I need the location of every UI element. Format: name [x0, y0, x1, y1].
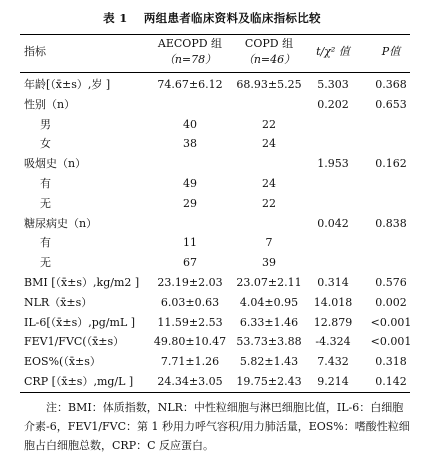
- header-copd-n: （n=46）: [242, 53, 296, 66]
- cell-p: <0.001: [370, 315, 412, 329]
- row-label: EOS%(（x̄±s）: [24, 355, 101, 369]
- table-title: 两组患者临床资料及临床指标比较: [143, 11, 321, 25]
- cell-copd: 53.73±3.88: [236, 335, 302, 349]
- cell-p: 0.318: [375, 355, 407, 369]
- table-row: [0, 174, 424, 194]
- header-aecopd-n: （n=78）: [163, 53, 217, 66]
- cell-aecopd: 29: [183, 196, 197, 210]
- table-footnote: 注：BMI：体质指数，NLR：中性粒细胞与淋巴细胞比值，IL-6：白细胞介素-6，FEV1/FVC：第 1 秒用力呼气容积/用力肺活量，EOS%：嗜酸性粒细胞占白细胞总数，CRP：C 反应蛋白。: [24, 401, 410, 452]
- table-row: [0, 194, 424, 214]
- cell-aecopd: 23.19±2.03: [157, 276, 223, 289]
- table-row: [0, 134, 424, 154]
- cell-stat: 12.879: [313, 315, 353, 329]
- table-row: [0, 273, 424, 293]
- header-rule: [20, 72, 410, 73]
- cell-stat: 1.953: [317, 157, 349, 171]
- cell-p: 0.162: [375, 157, 407, 171]
- cell-stat: 9.214: [317, 375, 349, 388]
- cell-aecopd: 11: [183, 236, 197, 250]
- table-row: [0, 372, 424, 392]
- cell-stat: 5.303: [317, 78, 349, 91]
- cell-aecopd: 6.03±0.63: [160, 295, 220, 309]
- table-row: [0, 313, 424, 333]
- cell-aecopd: 74.67±6.12: [157, 78, 223, 91]
- row-label: 女: [40, 137, 51, 151]
- cell-copd: 19.75±2.43: [236, 375, 302, 388]
- cell-p: 0.653: [375, 97, 407, 111]
- table-row: [0, 233, 424, 253]
- cell-copd: 4.04±0.95: [239, 295, 299, 309]
- row-label: IL-6[（x̄±s）,pg/mL ]: [24, 315, 136, 329]
- cell-p: 0.838: [375, 216, 407, 230]
- row-label: 吸烟史（n）: [24, 157, 87, 171]
- row-label: 有: [40, 236, 51, 250]
- cell-copd: 68.93±5.25: [236, 78, 302, 91]
- table-caption: [0, 10, 424, 26]
- cell-aecopd: 24.34±3.05: [157, 375, 223, 388]
- header-stat: t/χ² 值: [316, 45, 350, 58]
- cell-copd: 6.33±1.46: [239, 315, 299, 329]
- table-row: [0, 293, 424, 313]
- cell-copd: 39: [262, 256, 276, 270]
- table-row: [0, 352, 424, 372]
- row-label: CRP [（x̄±s）,mg/L ]: [24, 375, 134, 388]
- row-label: 男: [40, 117, 51, 131]
- cell-aecopd: 40: [183, 117, 197, 131]
- table-row: [0, 154, 424, 174]
- table-row: [0, 115, 424, 135]
- table-row: [0, 253, 424, 273]
- header-aecopd-name: AECOPD 组: [157, 37, 223, 50]
- table-row: [0, 75, 424, 95]
- header-aecopd: [150, 36, 230, 68]
- header-copd: [232, 36, 306, 68]
- cell-aecopd: 49: [183, 177, 197, 190]
- table-row: [0, 214, 424, 234]
- cell-copd: 22: [262, 117, 276, 131]
- cell-aecopd: 11.59±2.53: [157, 315, 223, 329]
- cell-stat: 14.018: [313, 295, 353, 309]
- cell-p: 0.002: [375, 295, 407, 309]
- row-label: 无: [40, 256, 51, 270]
- cell-copd: 24: [262, 137, 276, 151]
- cell-stat: 0.042: [317, 216, 349, 230]
- cell-copd: 24: [262, 177, 276, 190]
- cell-aecopd: 49.80±10.47: [153, 335, 227, 349]
- row-label: 无: [40, 196, 51, 210]
- row-label: 有: [40, 177, 51, 190]
- row-label: FEV1/FVC(（x̄±s）: [24, 335, 125, 349]
- cell-stat: 0.314: [317, 276, 349, 289]
- cell-copd: 7: [265, 236, 273, 250]
- row-label: NLR（x̄±s）: [24, 295, 93, 309]
- cell-aecopd: 7.71±1.26: [160, 355, 220, 369]
- row-label: 性别（n）: [24, 97, 76, 111]
- row-label: 年龄[（x̄±s）,岁 ]: [24, 78, 111, 91]
- bottom-rule: [20, 392, 410, 393]
- table-row: [0, 95, 424, 115]
- cell-stat: 7.432: [317, 355, 349, 369]
- cell-copd: 22: [262, 196, 276, 210]
- header-indicator: 指标: [24, 45, 46, 58]
- cell-stat: 0.202: [317, 97, 349, 111]
- cell-p: 0.576: [375, 276, 407, 289]
- header-copd-name: COPD 组: [244, 37, 294, 50]
- cell-p: <0.001: [370, 335, 412, 349]
- cell-stat: -4.324: [315, 335, 351, 349]
- cell-copd: 23.07±2.11: [236, 276, 302, 289]
- cell-aecopd: 67: [183, 256, 197, 270]
- table-number: 表 1: [103, 11, 128, 25]
- row-label: 糖尿病史（n）: [24, 216, 98, 230]
- cell-aecopd: 38: [183, 137, 197, 151]
- header-p: P值: [381, 45, 401, 58]
- cell-copd: 5.82±1.43: [239, 355, 299, 369]
- table-row: [0, 332, 424, 352]
- cell-p: 0.142: [375, 375, 407, 388]
- row-label: BMI [（x̄±s）,kg/m2 ]: [24, 276, 140, 289]
- cell-p: 0.368: [375, 78, 407, 91]
